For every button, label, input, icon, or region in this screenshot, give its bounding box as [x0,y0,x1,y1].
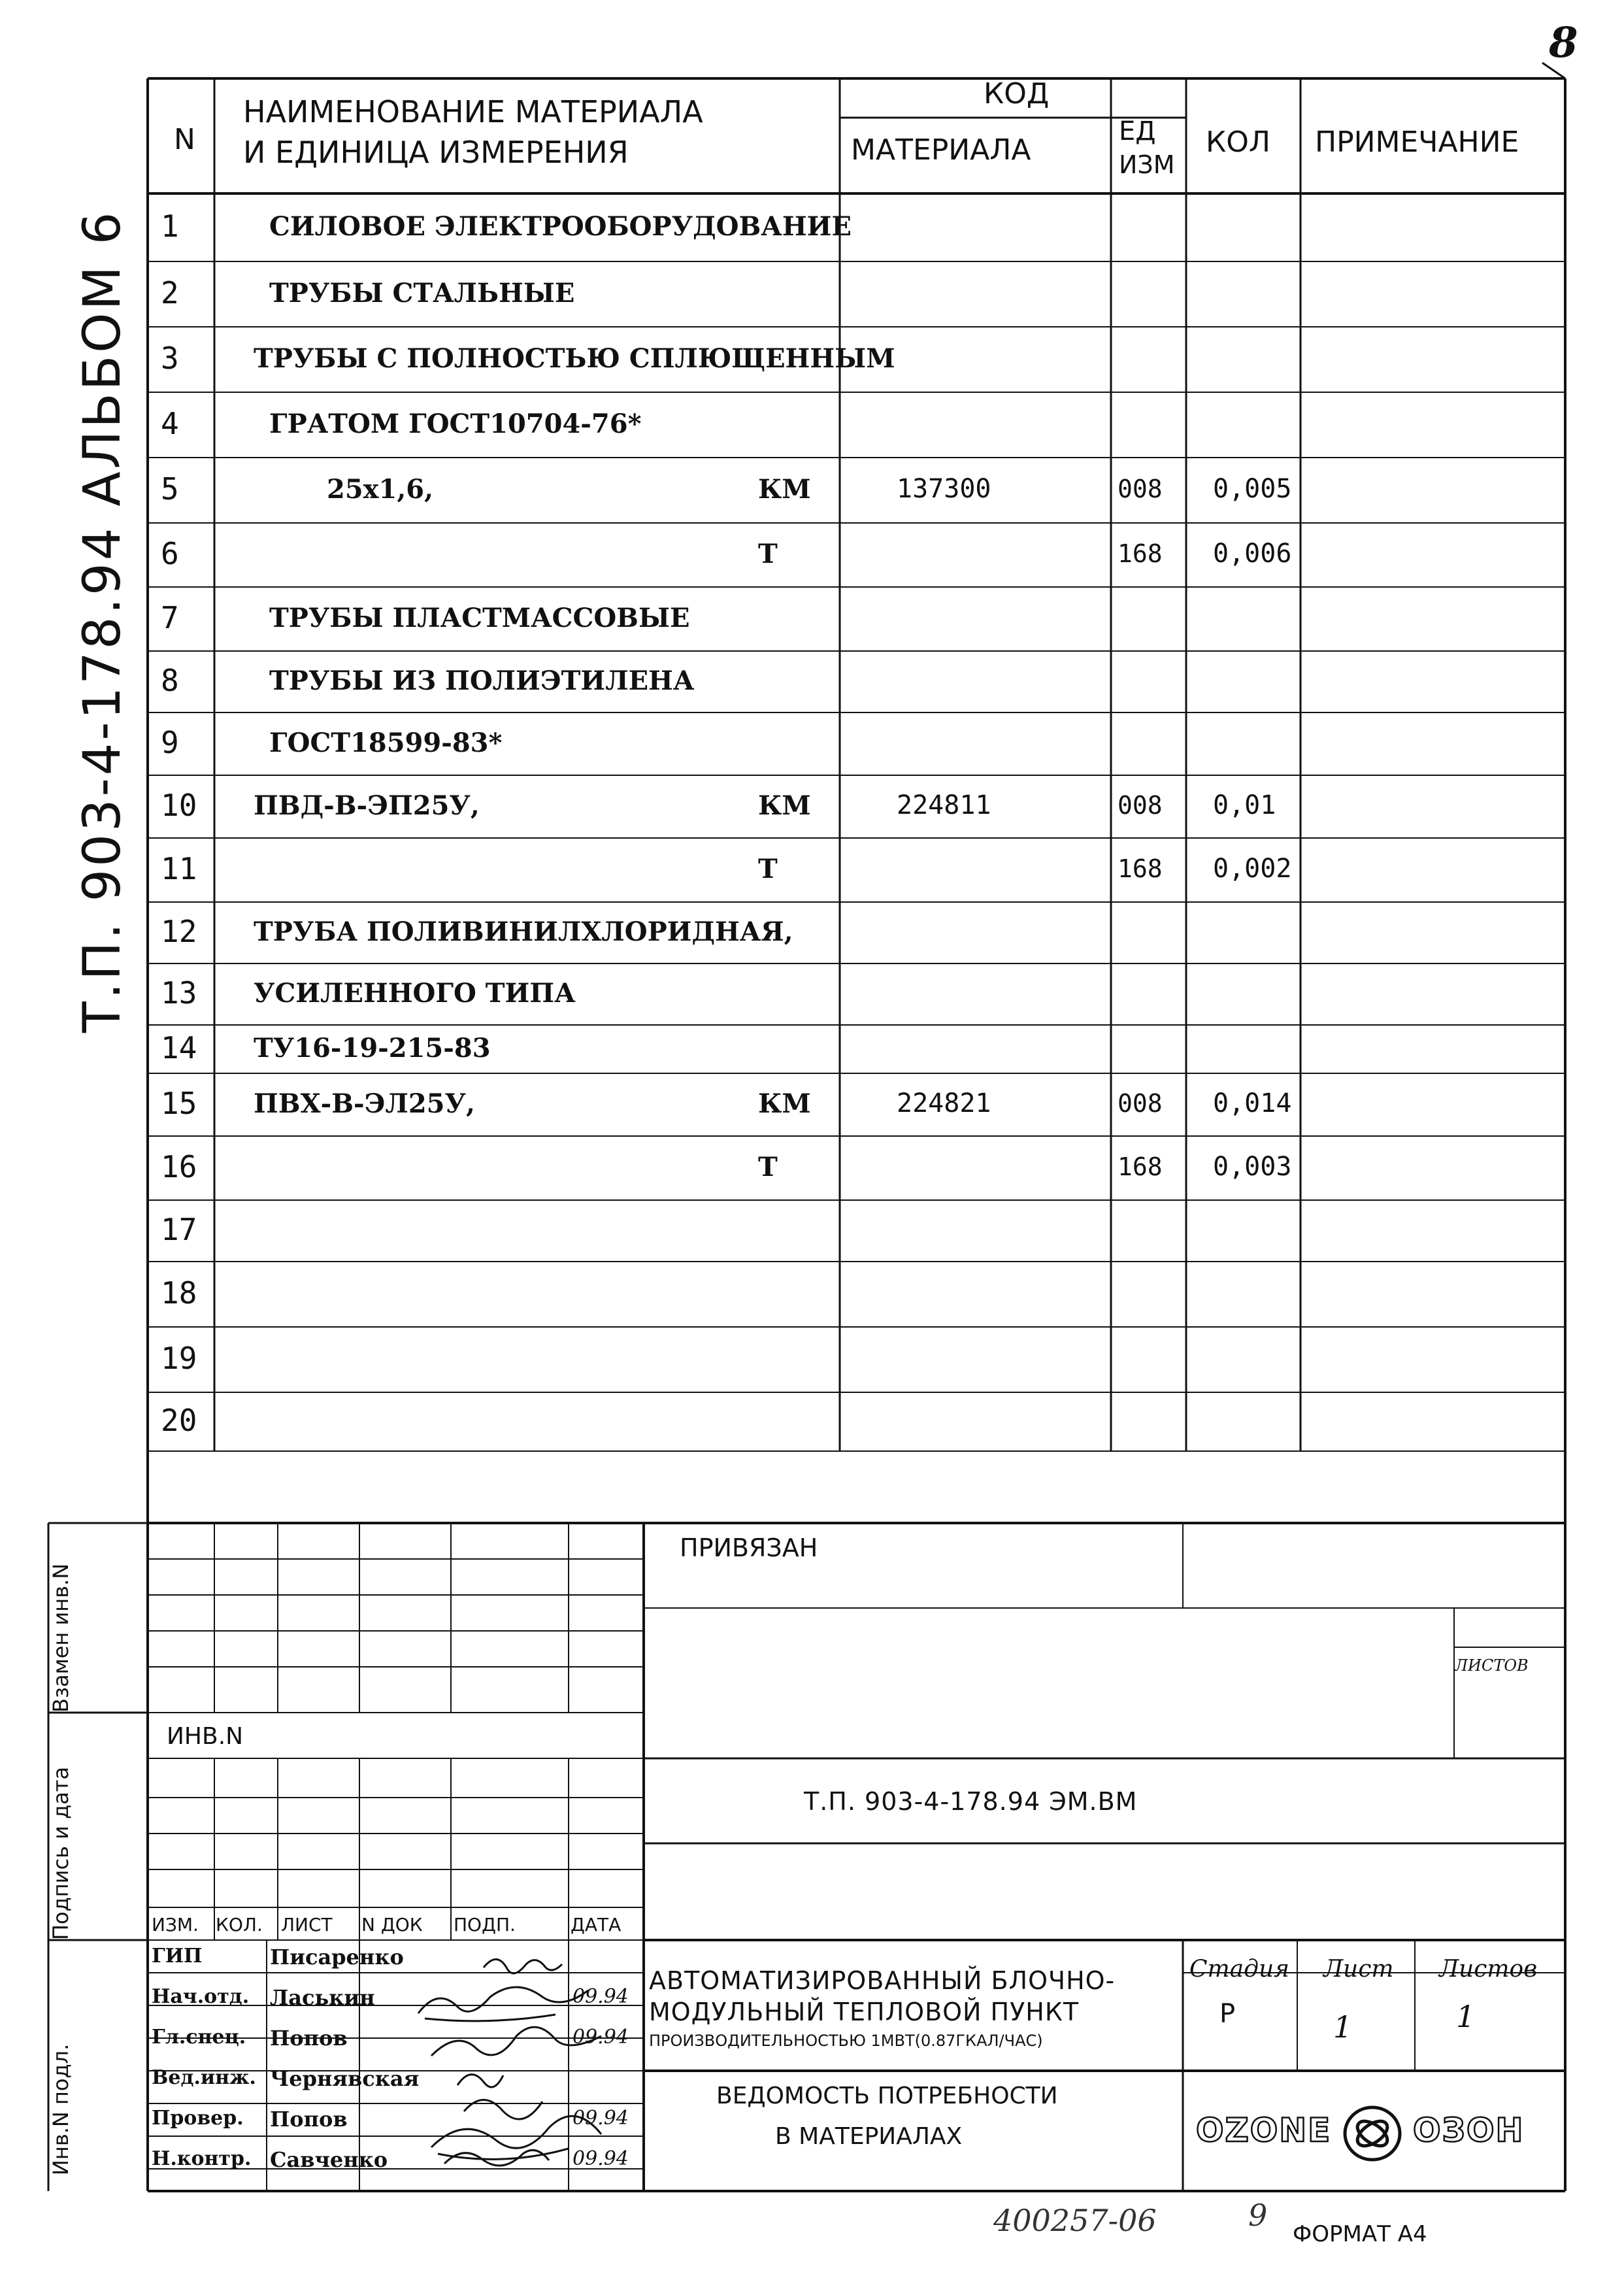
row-name: 25х1,6, [327,474,434,505]
row-name: ПВХ-В-ЭЛ25У, [254,1088,475,1120]
row-code: 224811 [897,790,991,821]
signer-role: ГИП [152,1945,203,1968]
header-code: КОД [984,77,1050,110]
row-number: 6 [161,536,179,572]
row-number: 8 [161,663,179,699]
header-note: ПРИМЕЧАНИЕ [1315,126,1519,159]
row-qty: 0,005 [1213,474,1292,505]
row-name: ТРУБЫ ПЛАСТМАССОВЫЕ [269,603,690,634]
row-number: 15 [161,1086,197,1122]
signer-name: Попов [270,2026,348,2051]
header-qty: КОЛ [1206,126,1270,159]
row-qty: 0,006 [1213,539,1292,569]
inv-number-label: ИНВ.N [167,1723,244,1750]
header-unit-line1: ЕД [1119,116,1156,146]
row-number: 9 [161,725,179,761]
row-ed: 168 [1118,1152,1163,1182]
signer-date: 09.94 [572,2147,629,2170]
label-replaced-inv: Взамен инв.N [48,1563,73,1713]
row-name: УСИЛЕННОГО ТИПА [254,978,576,1009]
signer-name: Писаренко [270,1945,404,1969]
row-number: 10 [161,788,197,824]
row-number: 11 [161,851,197,887]
sheets-label: Листов [1439,1956,1538,1983]
header-unit-line2: ИЗМ [1119,150,1175,179]
row-name: ТРУБЫ ИЗ ПОЛИЭТИЛЕНА [269,665,695,697]
privyazan-label: ПРИВЯЗАН [680,1533,818,1562]
row-ed: 008 [1118,791,1163,820]
logo-emblem-icon [1341,2102,1404,2165]
stage-value: Р [1219,1999,1236,2029]
row-number: 16 [161,1149,197,1185]
signer-role: Н.контр. [152,2147,252,2170]
signer-role: Нач.отд. [152,1985,250,2008]
logo-text-left: OZONE [1196,2111,1332,2149]
row-name: ГОСТ18599-83* [269,728,503,759]
revision-header-cell: ЛИСТ [281,1914,333,1935]
row-number: 7 [161,600,179,636]
row-unit: КМ [758,1088,811,1120]
revision-header-cell: N ДОК [361,1914,423,1935]
row-qty: 0,003 [1213,1152,1292,1182]
row-number: 19 [161,1341,197,1377]
document-title-line1: ВЕДОМОСТЬ ПОТРЕБНОСТИ [716,2083,1058,2109]
row-unit: Т [758,1152,778,1183]
document-code: Т.П. 903-4-178.94 ЭМ.ВМ [804,1787,1138,1816]
format-label: ФОРМАТ А4 [1293,2221,1427,2247]
signer-date: 09.94 [572,1985,629,2008]
row-unit: Т [758,854,778,885]
row-name: ТРУБЫ СТАЛЬНЫЕ [269,278,575,309]
header-name-line2: И ЕДИНИЦА ИЗМЕРЕНИЯ [243,135,629,170]
row-unit: КМ [758,474,811,505]
row-code: 224821 [897,1088,991,1119]
signer-name: Савченко [270,2147,388,2172]
row-unit: КМ [758,790,811,822]
object-title-line3: ПРОИЗВОДИТЕЛЬНОСТЬЮ 1МВТ(0.87ГКАЛ/ЧАС) [649,2032,1043,2050]
row-number: 14 [161,1030,197,1066]
object-title-line1: АВТОМАТИЗИРОВАННЫЙ БЛОЧНО- [649,1966,1116,1995]
row-qty: 0,002 [1213,854,1292,884]
row-ed: 008 [1118,475,1163,504]
side-title: Т.П. 903-4-178.94 АЛЬБОМ 6 [73,209,132,1033]
sheet-number: 8 [1549,18,1578,67]
label-inv-orig: Инв.N подл. [48,2043,73,2175]
signer-role: Вед.инж. [152,2066,256,2089]
row-number: 13 [161,975,197,1011]
row-number: 12 [161,914,197,950]
row-code: 137300 [897,474,991,505]
header-name-line1: НАИМЕНОВАНИЕ МАТЕРИАЛА [243,94,703,129]
signer-name: Попов [270,2107,348,2132]
row-number: 18 [161,1275,197,1311]
row-name: ТУ16-19-215-83 [254,1033,491,1064]
row-number: 4 [161,406,179,442]
row-number: 1 [161,209,179,244]
signer-date: 09.94 [572,2107,629,2130]
ozone-logo [1196,2106,1549,2158]
signer-role: Гл.спец. [152,2026,246,2049]
revision-header-cell: ИЗМ. [152,1914,199,1935]
row-number: 5 [161,471,179,507]
row-unit: Т [758,539,778,570]
signer-date: 09.94 [572,2026,629,2049]
row-name: ТРУБА ПОЛИВИНИЛХЛОРИДНАЯ, [254,916,793,948]
handwritten-code: 400257-06 [993,2203,1157,2238]
row-number: 20 [161,1403,197,1439]
header-material: МАТЕРИАЛА [851,133,1031,167]
row-ed: 008 [1118,1089,1163,1118]
sheet-value: 1 [1333,2009,1353,2045]
signer-role: Провер. [152,2107,244,2130]
row-ed: 168 [1118,854,1163,884]
signatures-image [405,1948,654,2183]
page-number: 9 [1248,2198,1268,2233]
row-name: ПВД-В-ЭП25У, [254,790,480,822]
sheet-label: Лист [1323,1956,1394,1983]
label-sign-date: Подпись и дата [48,1766,73,1940]
row-number: 17 [161,1212,197,1248]
row-qty: 0,01 [1213,790,1276,821]
listov-small-label: ЛИСТОВ [1455,1656,1529,1675]
header-n: N [174,123,195,156]
signer-name: Ласькин [270,1985,375,2010]
row-name: ГРАТОМ ГОСТ10704-76* [269,409,642,440]
row-name: ТРУБЫ С ПОЛНОСТЬЮ СПЛЮЩЕННЫМ [254,343,895,375]
object-title-line2: МОДУЛЬНЫЙ ТЕПЛОВОЙ ПУНКТ [649,1998,1080,2026]
row-number: 2 [161,275,179,311]
revision-header-cell: ПОДП. [454,1914,516,1935]
row-ed: 168 [1118,539,1163,569]
sheets-value: 1 [1456,1999,1476,2034]
stage-label: Стадия [1189,1956,1289,1983]
revision-header-cell: ДАТА [571,1914,621,1935]
row-qty: 0,014 [1213,1088,1292,1119]
row-number: 3 [161,341,179,377]
revision-header-cell: КОЛ. [216,1914,263,1935]
document-title-line2: В МАТЕРИАЛАХ [775,2123,963,2150]
logo-text-right: ОЗОН [1413,2111,1525,2149]
signer-name: Чернявская [270,2066,420,2091]
row-name: СИЛОВОЕ ЭЛЕКТРООБОРУДОВАНИЕ [269,211,852,243]
